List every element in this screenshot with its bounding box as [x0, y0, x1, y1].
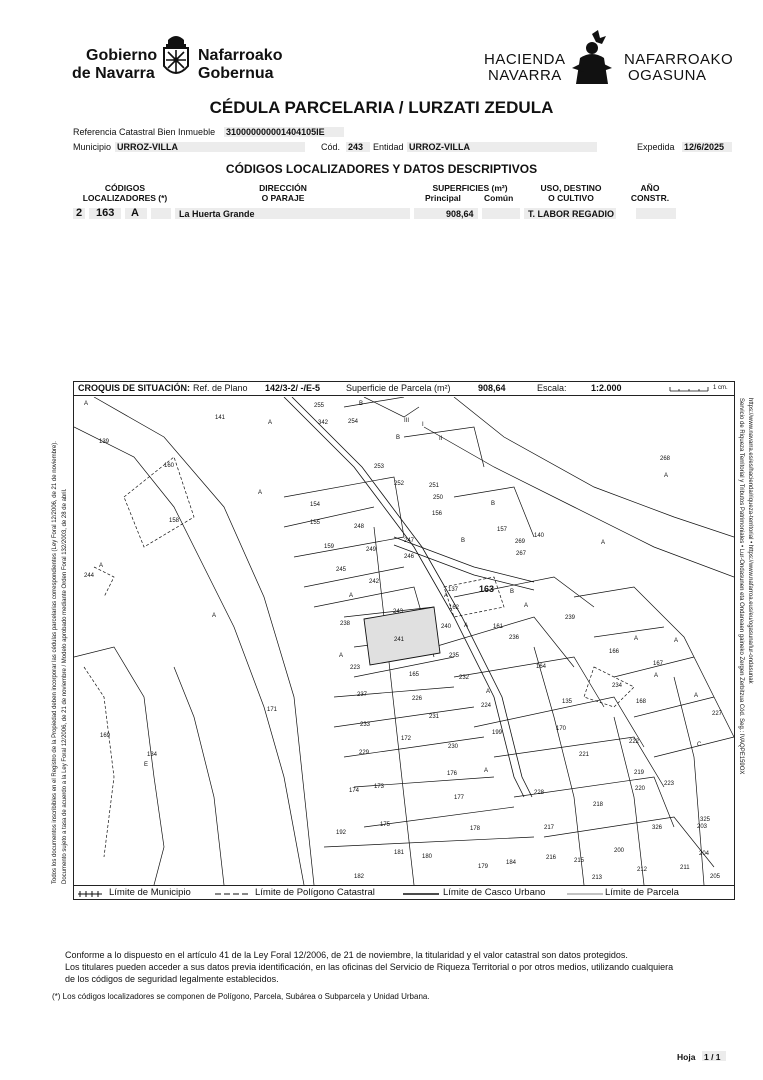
parcel-label: 178: [470, 826, 481, 832]
parcel-label: 218: [593, 802, 604, 808]
parcel-label: 211: [680, 865, 690, 871]
map-header: [73, 381, 735, 396]
parcel-label: 267: [516, 551, 527, 557]
parcel-label: 240: [441, 624, 452, 630]
parcel-label: C: [697, 742, 702, 748]
parcel-label: 137: [448, 587, 459, 593]
parcel-label: 134: [147, 752, 158, 758]
parcel-label: 176: [447, 771, 458, 777]
map-legend: [73, 885, 735, 900]
scale-bar-icon: [669, 385, 709, 393]
parcel-label: 239: [565, 615, 576, 621]
parcel-label: 233: [360, 722, 371, 728]
parcel-label: B: [359, 401, 364, 407]
header-ano-line2: CONSTR.: [630, 193, 670, 203]
parcel-label: 228: [534, 790, 545, 796]
parcel-label: 166: [609, 649, 620, 655]
parcel-label: A: [258, 490, 263, 496]
parcel-label: 229: [359, 750, 370, 756]
parcel-label: A: [601, 540, 606, 546]
parcel-label: 237: [357, 692, 368, 698]
navarra-text: NAVARRA: [488, 67, 562, 84]
parcel-label: 255: [314, 403, 325, 409]
parcel-label: 162: [449, 605, 460, 611]
parcel-label: A: [444, 593, 449, 599]
parcel-label: III: [404, 418, 410, 424]
parcel-label: 212: [637, 867, 648, 873]
left-legal-text-1: Todos los documentos inscribibles en el Registro de la Propiedad deben incorporar las cédulas parcelarias correspondientes (Ley Foral 12/2006, de 21 de noviembre).: [52, 441, 58, 884]
parcel-label: 199: [492, 730, 503, 736]
expedida-label: Expedida: [637, 142, 675, 152]
parcel-label: 230: [448, 744, 459, 750]
header-ano-line1: AÑO: [640, 183, 660, 193]
legend-poligono: Límite de Polígono Catastral: [255, 887, 375, 898]
footer-note: (*) Los códigos localizadores se componen de Polígono, Parcela, Subárea o Subparcela y Unidad Urbana.: [52, 992, 430, 1001]
left-legal-text-2: Documento sujeto a tasa de acuerdo a la Ley Foral 12/2006, de 21 de noviembre / Modelo aprobado mediante Orden Foral 132/2003, de 28 de abril.: [62, 488, 68, 884]
parcel-label: E: [144, 762, 149, 768]
right-service-text-2: https://www.navarra.es/es/hacienda/riqueza-territorial • https://www.nafarroa.eus/eu/ogasuna/lur-ondasunak: [747, 398, 753, 684]
parcel-label: 177: [454, 795, 465, 801]
cell-subarea: A: [131, 207, 139, 219]
parcel-label: B: [510, 589, 515, 595]
parcel-label: 216: [546, 855, 557, 861]
parcel-label: 220: [635, 786, 646, 792]
hacienda-text: HACIENDA: [484, 51, 566, 68]
parcel-label: 168: [636, 699, 647, 705]
parcel-label: 200: [614, 848, 625, 854]
parcel-label: 224: [481, 703, 492, 709]
parcel-label: 223: [664, 781, 675, 787]
parcel-label: 157: [497, 527, 508, 533]
parcel-label: 184: [506, 860, 517, 866]
parcel-label: 222: [629, 739, 640, 745]
parcel-label: 158: [169, 518, 180, 524]
municipio-label: Municipio: [73, 142, 112, 152]
cell-direccion: La Huerta Grande: [179, 209, 255, 219]
municipio-value: URROZ-VILLA: [117, 142, 178, 152]
parcel-label: 246: [404, 554, 415, 560]
header-ano: [620, 183, 680, 203]
parcel-label: 217: [544, 825, 555, 831]
parcel-label: A: [634, 636, 639, 642]
cadastral-map: [74, 397, 734, 885]
parcel-label: 173: [374, 784, 385, 790]
parcel-label: 253: [374, 464, 385, 470]
parcel-label: 174: [349, 788, 360, 794]
header-uso: [524, 183, 618, 203]
footer-line-2: Los titulares pueden acceder a sus datos previa identificación, en las oficinas del Servicio de Riqueza Territorial o por otros medios, utilizando cualquiera: [65, 962, 674, 972]
legend-municipio: Límite de Municipio: [109, 887, 191, 898]
parcel-label: 154: [310, 502, 321, 508]
ref-catastral-label: Referencia Catastral Bien Inmueble: [73, 127, 216, 137]
legend-parcela: Límite de Parcela: [605, 887, 679, 898]
gobernua-text: Gobernua: [198, 65, 274, 82]
parcel-label: 156: [432, 511, 443, 517]
parcel-label: 219: [634, 770, 645, 776]
parcel-label: 141: [215, 415, 226, 421]
parcel-label: A: [654, 673, 659, 679]
ref-catastral-value: 310000000001404105IE: [226, 127, 325, 137]
parcel-label: 161: [493, 624, 504, 630]
parcel-label: 268: [660, 456, 671, 462]
footer-line-1: Conforme a lo dispuesto en el artículo 41 de la Ley Foral 12/2006, de 21 de noviembre, la titularidad y el valor catastral son datos protegidos.: [65, 950, 628, 960]
cod-value: 243: [348, 142, 364, 152]
parcel-label: 140: [534, 533, 545, 539]
parcel-label: II: [439, 436, 443, 442]
parcel-label: A: [339, 653, 344, 659]
parcel-label: 342: [318, 420, 329, 426]
parcel-label: 227: [712, 711, 723, 717]
parcel-label: A: [212, 613, 217, 619]
parcel-label: 139: [99, 439, 110, 445]
hoja-label: Hoja: [677, 1052, 696, 1062]
parcel-label: 244: [84, 573, 95, 579]
parcel-label: 215: [574, 858, 585, 864]
parcel-label: 232: [459, 675, 470, 681]
municipio-line-icon: [78, 891, 102, 897]
parcel-label: A: [486, 689, 491, 695]
de-navarra-text: de Navarra: [72, 65, 155, 82]
parcel-label: 167: [653, 661, 664, 667]
parcel-label: I: [422, 422, 424, 428]
parcel-label: 160: [164, 463, 175, 469]
parcel-label: 204: [699, 851, 710, 857]
parcel-label: 235: [449, 653, 460, 659]
parcel-label: 269: [515, 539, 526, 545]
parcel-label: 241: [394, 637, 405, 643]
cell-uso: T. LABOR REGADIO: [528, 209, 615, 219]
scale-unit: 1 cm.: [713, 385, 728, 391]
parcel-label: 251: [429, 483, 440, 489]
parcel-label: B: [396, 435, 401, 441]
parcel-label: 250: [433, 495, 444, 501]
cell-poligono: 2: [76, 207, 83, 219]
escala-label: Escala:: [537, 383, 567, 393]
cell-principal: 908,64: [446, 209, 474, 219]
cell-parcela: 163: [96, 207, 115, 219]
header-codigos-line2: LOCALIZADORES (*): [82, 193, 168, 203]
highlighted-parcel: [364, 607, 440, 665]
croquis-label: CROQUIS DE SITUACIÓN:: [78, 383, 191, 393]
parcel-label: 238: [340, 621, 351, 627]
parcel-label: A: [99, 563, 104, 569]
header-uso-line2: O CULTIVO: [548, 193, 594, 203]
parcel-label: A: [464, 623, 469, 629]
entidad-label: Entidad: [373, 142, 404, 152]
parcel-label: 325: [700, 817, 711, 823]
cod-label: Cód.: [321, 142, 341, 152]
parcel-label: 249: [366, 547, 377, 553]
parcel-label: B: [461, 538, 466, 544]
parcel-label: 231: [429, 714, 440, 720]
comun-shade: [482, 208, 520, 219]
header-direccion: [233, 183, 333, 203]
hacienda-figure-icon: [562, 28, 622, 88]
uu-shade: [151, 208, 171, 219]
parcel-label: 205: [710, 874, 721, 880]
parcel-label: 245: [336, 567, 347, 573]
footer-line-3: de los códigos de seguridad legalmente establecidos.: [65, 974, 279, 984]
header-codigos: [75, 183, 175, 203]
parcel-label: 247: [404, 538, 415, 544]
gobierno-navarra-logo: [72, 30, 287, 85]
parcel-label: 175: [380, 822, 391, 828]
section-title: CÓDIGOS LOCALIZADORES Y DATOS DESCRIPTIVOS: [225, 162, 538, 176]
superficie-label: Superficie de Parcela (m²): [346, 383, 451, 393]
poligono-line-icon: [215, 891, 251, 897]
parcel-label: A: [84, 401, 89, 407]
parcel-label: 243: [393, 609, 404, 615]
parcel-label: A: [664, 473, 669, 479]
parcel-label: 252: [394, 481, 405, 487]
legend-casco: Límite de Casco Urbano: [443, 887, 546, 898]
parcela-line-icon: [567, 891, 603, 897]
parcel-label: 182: [354, 874, 365, 880]
parcel-label: 164: [536, 664, 547, 670]
parcel-label: A: [694, 693, 699, 699]
parcel-label: 213: [592, 875, 603, 881]
parcel-label: 179: [478, 864, 489, 870]
parcel-label: 159: [324, 544, 335, 550]
parcel-label: 203: [697, 824, 708, 830]
parcel-label: 165: [409, 672, 420, 678]
parcel-label: 180: [422, 854, 433, 860]
header-direccion-line1: DIRECCIÓN: [259, 183, 307, 193]
right-service-text-1: Servicio de Riqueza Territorial y Tributos Patrimoniales • Lur-Ondasunen eta Ondareaen gaineko Zergen Zerbitzua Cód. Seg.: IVAQPE159OX: [738, 398, 744, 775]
parcel-label: 221: [579, 752, 590, 758]
parcel-label: 226: [412, 696, 423, 702]
parcel-label: 172: [401, 736, 412, 742]
parcel-label: 169: [100, 733, 111, 739]
parcel-label: 171: [267, 707, 278, 713]
parcel-label: 236: [509, 635, 520, 641]
parcel-label: 135: [562, 699, 573, 705]
header-codigos-line1: CÓDIGOS: [104, 183, 146, 193]
parcel-label: 254: [348, 419, 359, 425]
parcel-label: 326: [652, 825, 663, 831]
parcel-label: A: [484, 768, 489, 774]
parcel-label: 163: [479, 584, 495, 594]
parcel-label: A: [524, 603, 529, 609]
hoja-value: 1 / 1: [704, 1052, 721, 1062]
ref-plano-label: Ref. de Plano: [193, 383, 248, 393]
header-principal: Principal: [425, 193, 461, 203]
header-superficies-line1: SUPERFICIES (m²): [432, 183, 508, 193]
navarra-shield-icon: [160, 32, 192, 82]
ref-plano-value: 142/3-2/ -/E-5: [265, 383, 321, 393]
header-uso-line1: USO, DESTINO: [540, 183, 602, 193]
header-direccion-line2: O PARAJE: [261, 193, 305, 203]
ano-shade: [636, 208, 676, 219]
ogasuna-text: OGASUNA: [628, 67, 707, 84]
header-superficies: [420, 183, 520, 203]
nafarroako-text: Nafarroako: [198, 47, 283, 64]
parcel-label: A: [268, 420, 273, 426]
entidad-value: URROZ-VILLA: [409, 142, 470, 152]
header-comun: Común: [484, 193, 514, 203]
hacienda-navarra-logo: [482, 28, 734, 88]
parcel-label: 223: [350, 665, 361, 671]
escala-value: 1:2.000: [591, 383, 622, 393]
parcel-label: 192: [336, 830, 347, 836]
parcel-label: 155: [310, 520, 321, 526]
parcel-label: B: [491, 501, 496, 507]
document-title: CÉDULA PARCELARIA / LURZATI ZEDULA: [209, 98, 554, 117]
parcel-label: 242: [369, 579, 380, 585]
parcel-label: A: [349, 593, 354, 599]
parcel-label: A: [674, 638, 679, 644]
casco-line-icon: [403, 891, 439, 897]
parcel-label: 181: [394, 850, 405, 856]
parcel-label: 248: [354, 524, 365, 530]
parcel-label: 234: [612, 683, 623, 689]
expedida-value: 12/6/2025: [684, 142, 725, 152]
superficie-value: 908,64: [478, 383, 506, 393]
header-superficies-sub: [420, 193, 520, 203]
nafarroako-ogasuna-line1: NAFARROAKO: [624, 51, 734, 68]
parcel-label: 170: [556, 726, 567, 732]
gobierno-text: Gobierno: [86, 47, 158, 64]
